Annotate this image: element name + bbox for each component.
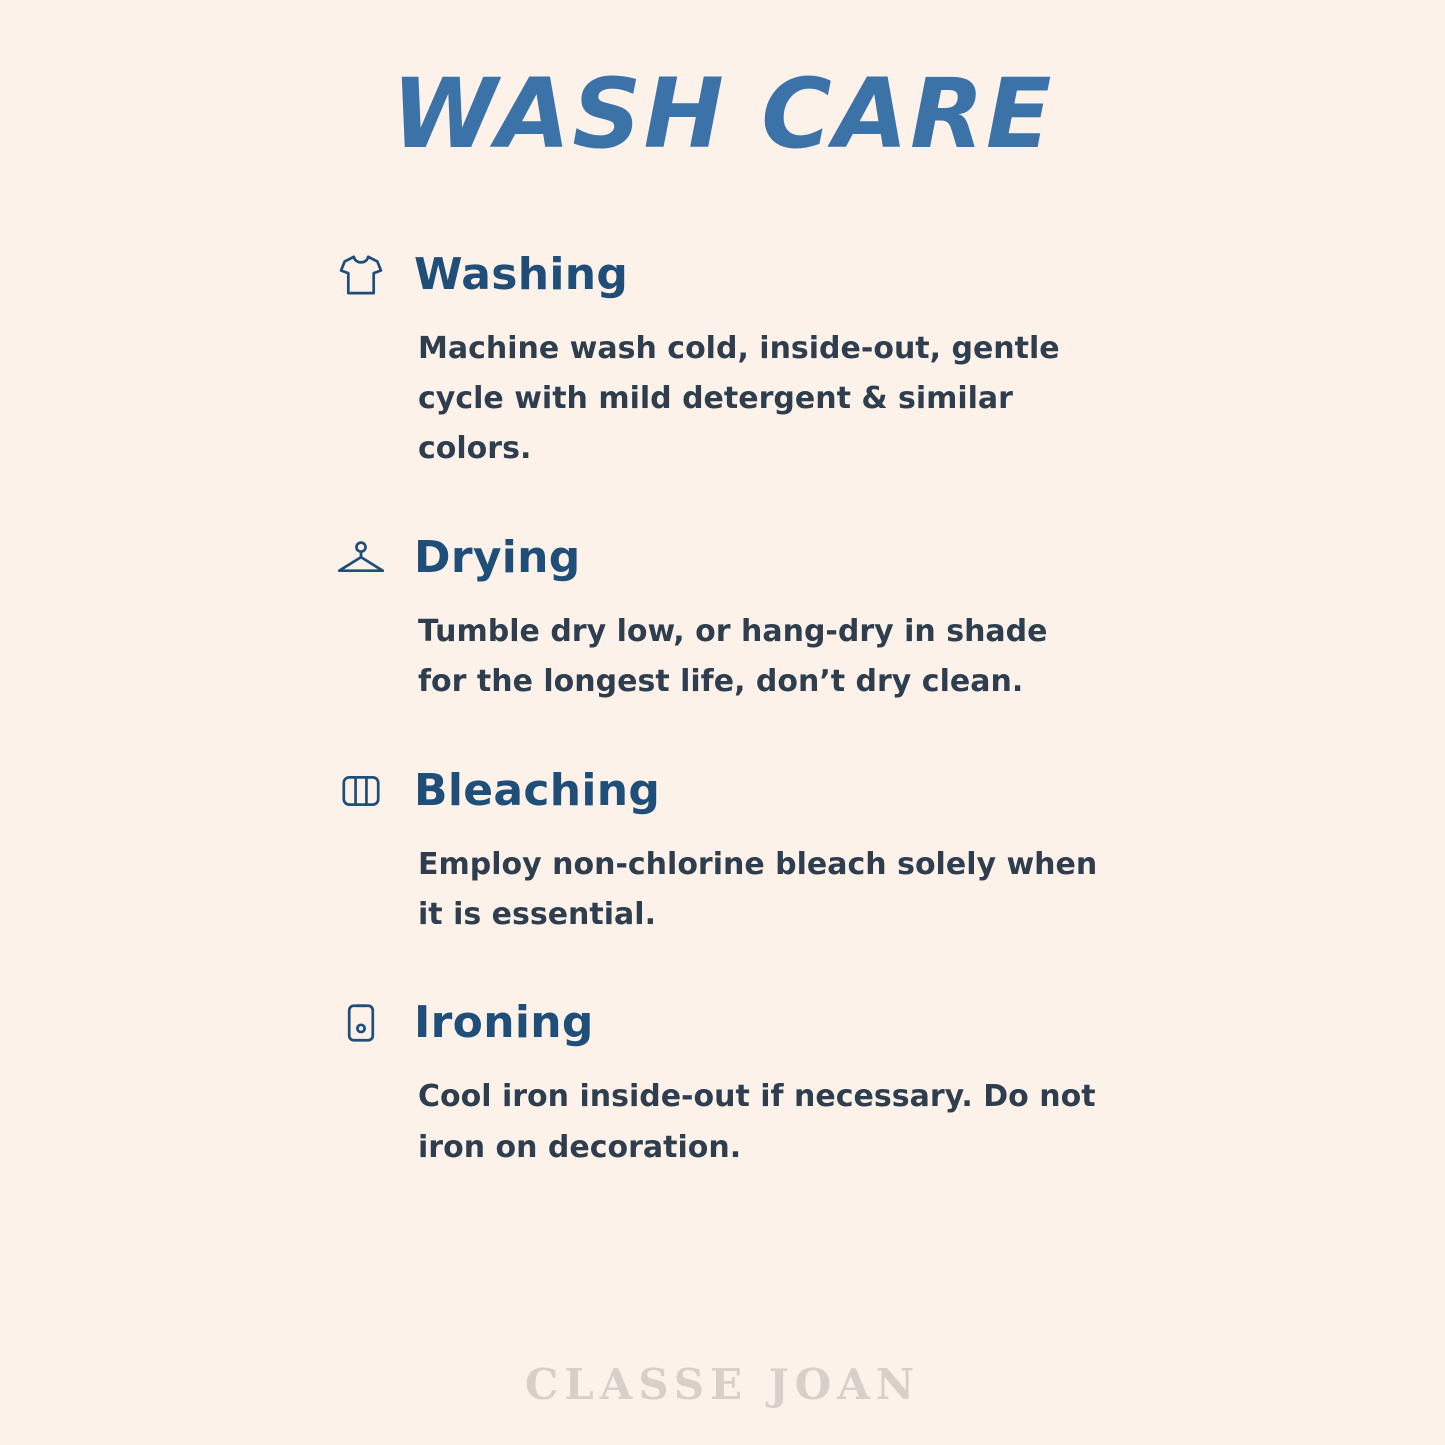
- care-section-title: Drying: [414, 531, 581, 583]
- tshirt-icon: [330, 244, 392, 306]
- care-section-bleaching: [330, 756, 1325, 941]
- care-section-header: [330, 240, 1325, 310]
- care-sections: [0, 240, 1445, 1174]
- care-section-body: Employ non-chlorine bleach solely when it is essential.: [418, 846, 1098, 932]
- iron-icon: [330, 992, 392, 1054]
- care-section-ironing: [330, 988, 1325, 1173]
- care-section-body: Tumble dry low, or hang-dry in shade for the longest life, don’t dry clean.: [418, 613, 1048, 700]
- care-section-drying: [330, 523, 1325, 708]
- care-section-body: Cool iron inside-out if necessary. Do not iron on decoration.: [418, 1079, 1096, 1165]
- care-section-header: [330, 756, 1325, 826]
- hanger-icon: [330, 527, 392, 589]
- care-section-header: [330, 523, 1325, 593]
- care-section-header: [330, 988, 1325, 1058]
- care-section-title: Ironing: [414, 997, 594, 1049]
- brand-name: CLASSE JOAN: [524, 1360, 921, 1409]
- care-section-title: Bleaching: [414, 764, 661, 816]
- page-title: WASH CARE: [391, 58, 1054, 170]
- care-section-washing: [330, 240, 1325, 475]
- care-section-body: Machine wash cold, inside-out, gentle cycle with mild detergent & similar colors.: [418, 330, 1060, 467]
- bleach-bottle-icon: [330, 760, 392, 822]
- care-section-title: Washing: [414, 248, 629, 300]
